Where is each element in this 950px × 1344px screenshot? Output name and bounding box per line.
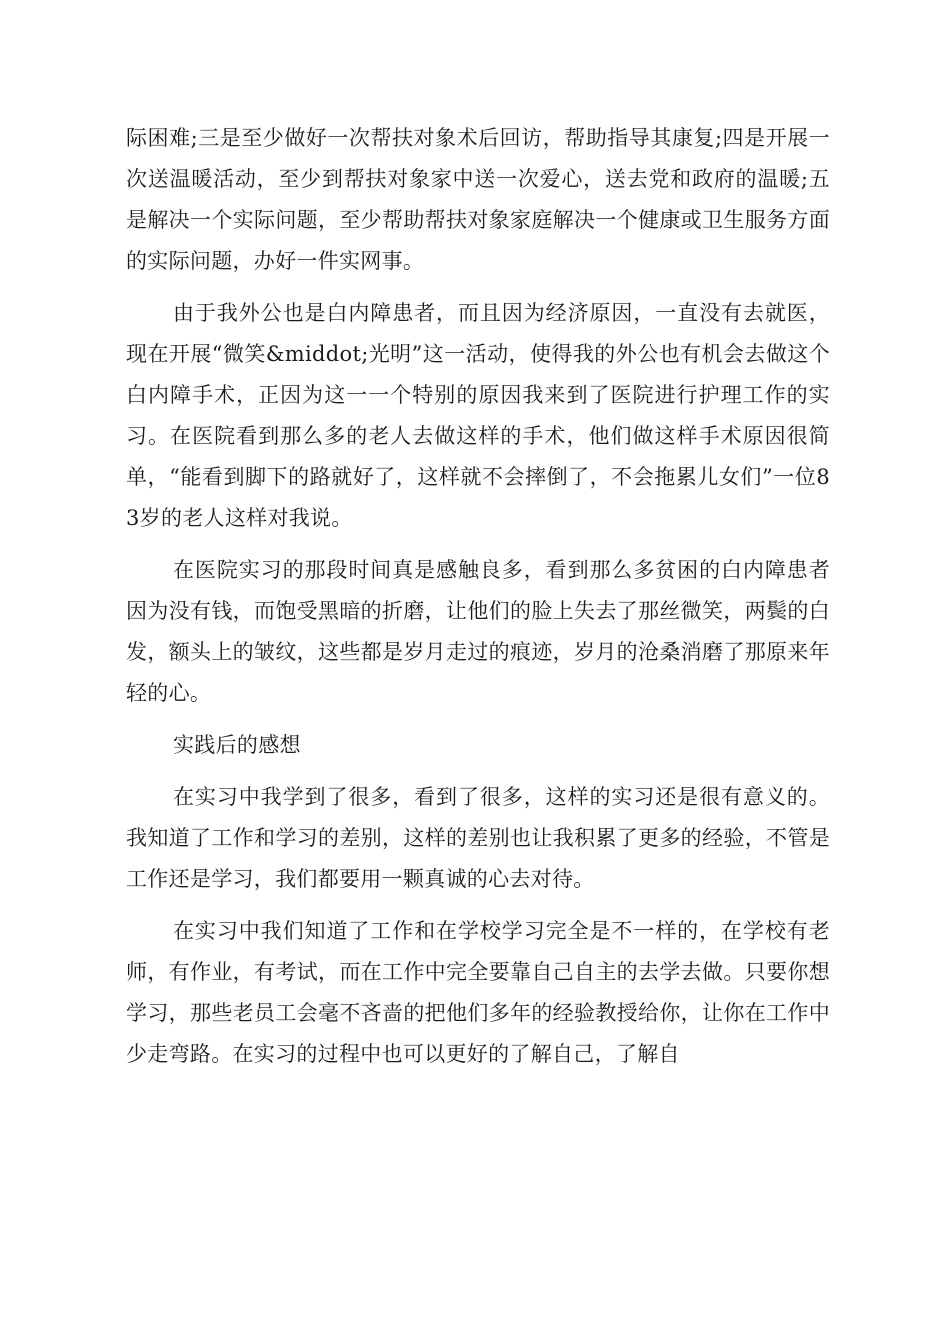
document-body (126, 118, 830, 1086)
paragraph-grandfather-cataract: 由于我外公也是白内障患者，而且因为经济原因，一直没有去就医，现在开展“微笑&middot;光明”这一活动，使得我的外公也有机会去做这个白内障手术，正因为这一一个特别的原因我来到了医院进行护理工作的实习。在医院看到那么多的老人去做这样的手术，他们做这样手术原因很简单，“能看到脚下的路就好了，这样就不会摔倒了，不会拖累儿女们”一位83岁的老人这样对我说。 (126, 301, 830, 530)
paragraph-hospital-feelings: 在医院实习的那段时间真是感触良多，看到那么多贫困的白内障患者因为没有钱，而饱受黑暗的折磨，让他们的脸上失去了那丝微笑，两鬓的白发，额头上的皱纹，这些都是岁月走过的痕迹，岁月的沧桑消磨了那原来年轻的心。 (126, 558, 830, 705)
paragraph-continuation: 际困难;三是至少做好一次帮扶对象术后回访，帮助指导其康复;四是开展一次送温暖活动，至少到帮扶对象家中送一次爱心，送去党和政府的温暖;五是解决一个实际问题，至少帮助帮扶对象家庭解决一个健康或卫生服务方面的实际问题，办好一件实网事。 (126, 126, 830, 273)
paragraph-learned-much: 在实习中我学到了很多，看到了很多，这样的实习还是很有意义的。我知道了工作和学习的差别，这样的差别也让我积累了更多的经验，不管是工作还是学习，我们都要用一颗真诚的心去对待。 (126, 785, 830, 891)
paragraph-work-vs-school: 在实习中我们知道了工作和在学校学习完全是不一样的，在学校有老师，有作业，有考试，而在工作中完全要靠自己自主的去学去做。只要你想学习，那些老员工会毫不吝啬的把他们多年的经验教授给你，让你在工作中少走弯路。在实习的过程中也可以更好的了解自己，了解自 (126, 919, 830, 1066)
section-heading: 实践后的感想 (173, 733, 301, 757)
